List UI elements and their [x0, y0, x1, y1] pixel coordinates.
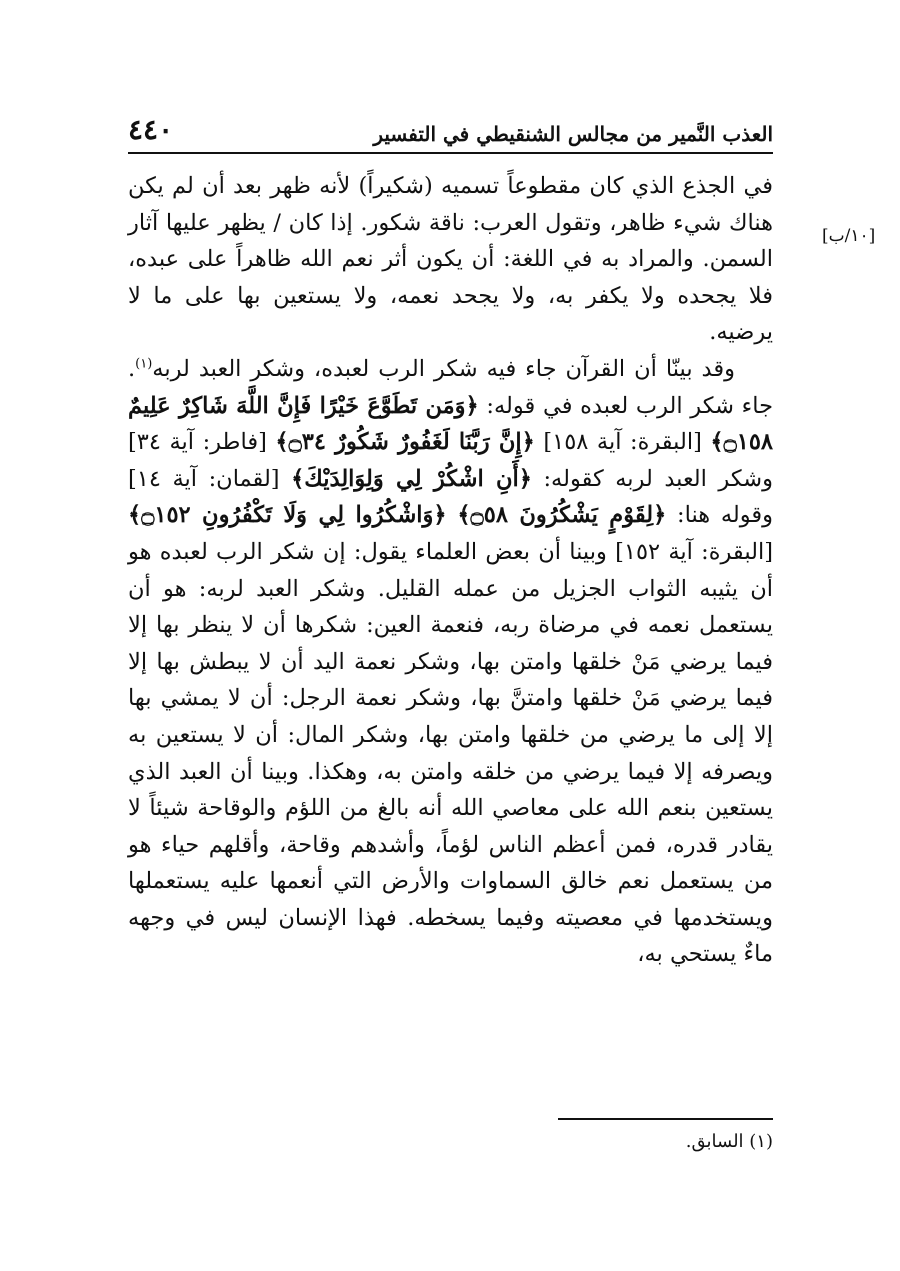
page-number: ٤٤٠ [128, 113, 174, 146]
paragraph-2-part-c: [البقرة: آية ١٥٨] [534, 429, 711, 456]
page-header [128, 110, 773, 154]
footnote-divider [558, 1118, 773, 1120]
paragraph-2-part-b: . جاء شكر الرب لعبده في قوله: [128, 355, 773, 419]
main-text [128, 168, 773, 973]
footnote: (١) السابق. [685, 1131, 773, 1152]
quran-verse-1: ﴿وَمَن تَطَوَّعَ خَيْرًا فَإِنَّ اللَّهَ شَاكِرٌ عَلِيمٌ ۝١٥٨﴾ [128, 392, 774, 456]
quran-verse-4: ﴿لِقَوْمٍ يَشْكُرُونَ ۝٥٨﴾ [457, 502, 667, 529]
paragraph-2-part-a: وقد بينّا أن القرآن جاء فيه شكر الرب لعبده، وشكر العبد لربه [152, 355, 735, 382]
quran-verse-3: ﴿أَنِ اشْكُرْ لِي وَلِوَالِدَيْكَ﴾ [291, 465, 532, 492]
running-title: العذب النَّمير من مجالس الشنقيطي في التفسير [373, 122, 773, 146]
paragraph-2 [128, 351, 773, 973]
paragraph-2-part-f [447, 502, 458, 528]
quran-verse-2: ﴿إِنَّ رَبَّنَا لَغَفُورٌ شَكُورٌ ۝٣٤﴾ [275, 429, 535, 456]
quran-verse-5: ﴿وَاشْكُرُوا لِي وَلَا تَكْفُرُونِ ۝١٥٢﴾ [128, 502, 447, 529]
paragraph-2-part-d: [فاطر: آية ٣٤] وشكر العبد لربه كقوله: [128, 429, 773, 492]
paragraph-1: في الجذع الذي كان مقطوعاً تسميه (شكيراً) لأنه ظهر بعد أن لم يكن هناك شيء ظاهر، وتقول العرب: ناقة شكور. إذا كان / يظهر عليها آثار السمن. والمراد به في اللغة: أن يكون أثر نعم الله ظاهراً على عبده، فلا يجحده ولا يكفر به، ولا يجحد نعمه، ولا يستعين بها على ما لا يرضيه. [128, 173, 773, 346]
paragraph-2-part-e: [لقمان: آية ١٤] وقوله هنا: [128, 465, 774, 529]
footnote-marker: (١) [135, 356, 153, 372]
paragraph-2-part-g: [البقرة: آية ١٥٢] وبينا أن بعض العلماء يقول: إن شكر الرب لعبده هو أن يثيبه الثواب الجزيل من عمله القليل. وشكر العبد لربه: هو أن يستعمل نعمه في مرضاة ربه، فنعمة العين: شكرها أن لا ينظر بها إلا فيما يرضي مَنْ خلقها وامتن بها، وشكر نعمة اليد أن لا يبطش بها إلا فيما يرضي مَنْ خلقها وامتنَّ بها، وشكر نعمة الرجل: أن لا يمشي بها إلا إلى ما يرضي من خلقها وامتن بها، وشكر المال: أن لا يستعين به ويصرفه إلا فيما يرضي من خلقه وامتن به، وهكذا. وبينا أن العبد الذي يستعين بنعم الله على معاصي الله أنه بالغ من اللؤم والوقاحة شيئاً لا يقادر قدره، فمن أعظم الناس لؤماً، وأشدهم وقاحة، وأقلهم حياء هو من يستعمل نعم خالق السماوات والأرض التي أنعمها عليه يستعملها ويستخدمها في معصيته وفيما يسخطه. فهذا الإنسان ليس في وجهه ماءٌ يستحي به، [128, 538, 773, 968]
manuscript-folio-note: [١٠/ب] [822, 226, 876, 246]
